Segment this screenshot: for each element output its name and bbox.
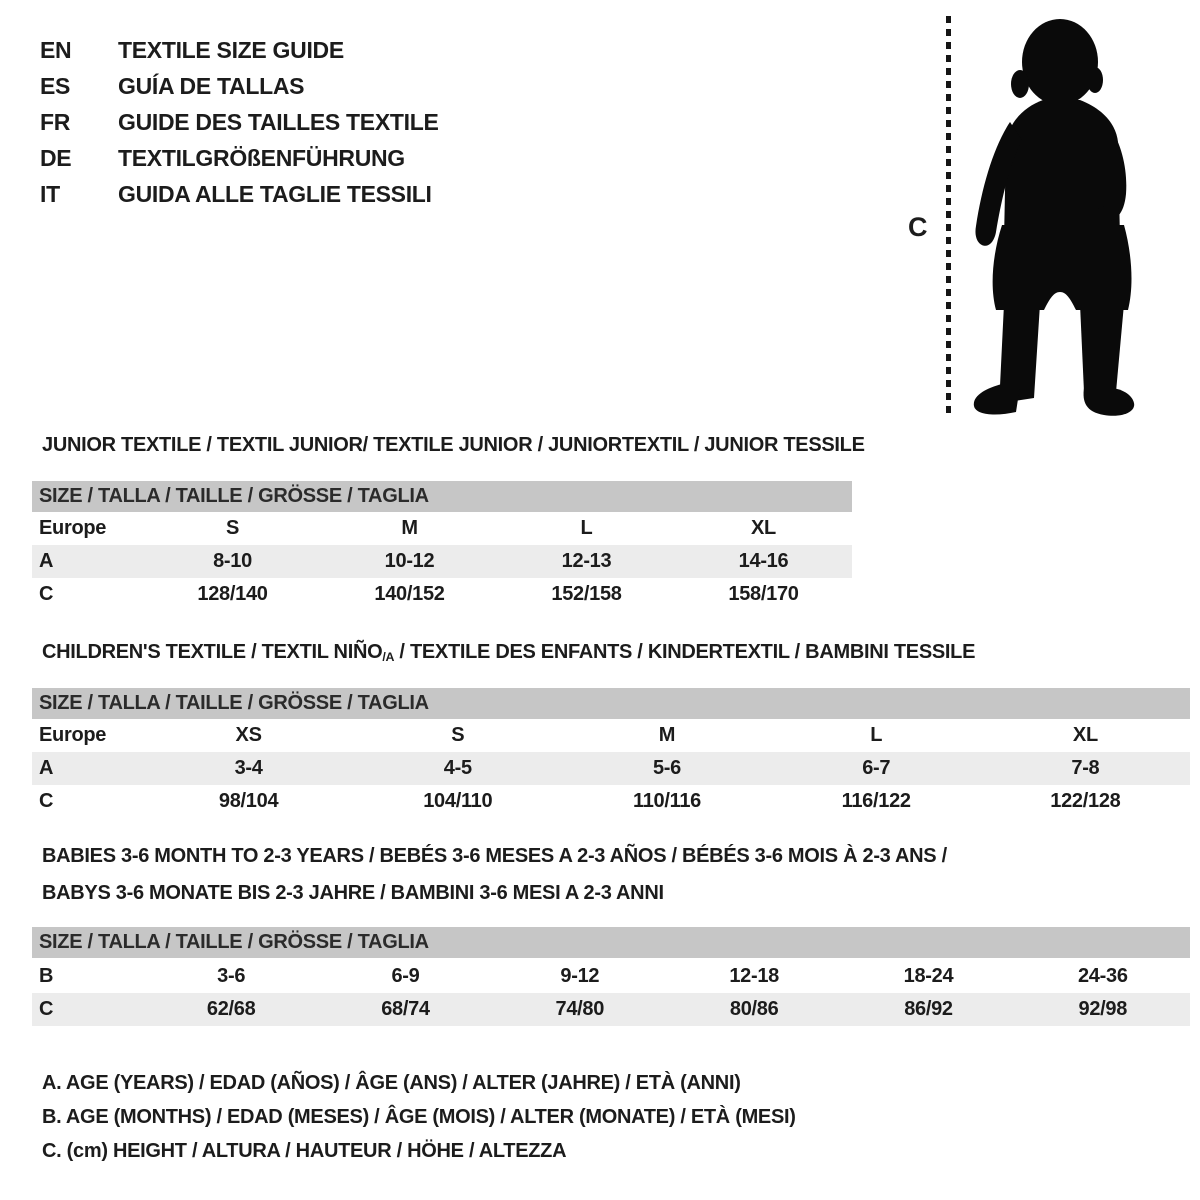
height-cell: 92/98 xyxy=(1078,998,1128,1020)
children-section-title xyxy=(42,641,975,664)
table-row-europe xyxy=(32,512,852,545)
row-label: C xyxy=(39,583,54,605)
height-cell: 128/140 xyxy=(197,583,268,605)
height-cell: 68/74 xyxy=(381,998,430,1020)
age-cell: 9-12 xyxy=(560,965,600,987)
age-cell: 6-9 xyxy=(391,965,420,987)
row-label: Europe xyxy=(39,724,107,746)
lang-code: EN xyxy=(40,36,72,63)
age-cell: 24-36 xyxy=(1077,965,1128,987)
age-cell: 10-12 xyxy=(384,550,435,572)
row-label: C xyxy=(39,998,54,1020)
lang-code: FR xyxy=(40,108,71,135)
lang-label: TEXTILE SIZE GUIDE xyxy=(118,36,344,63)
children-title-sub: /A xyxy=(382,650,395,665)
height-cell: 86/92 xyxy=(904,998,953,1020)
age-cell: 14-16 xyxy=(738,550,789,572)
junior-size-table xyxy=(32,481,852,611)
height-cell: 122/128 xyxy=(1050,790,1121,812)
height-cell: 110/116 xyxy=(632,790,701,812)
toddler-silhouette-icon xyxy=(958,16,1148,418)
lang-code: DE xyxy=(40,144,72,171)
age-cell: 7-8 xyxy=(1071,757,1100,779)
height-cell: 116/122 xyxy=(841,790,911,812)
age-cell: 18-24 xyxy=(903,965,954,987)
age-cell: 12-13 xyxy=(561,550,612,572)
height-cell: 104/110 xyxy=(423,790,493,812)
footnote-b: B. AGE (MONTHS) / EDAD (MESES) / ÂGE (MOIS) / ALTER (MONATE) / ETÀ (MESI) xyxy=(42,1106,796,1128)
row-label: C xyxy=(39,790,54,812)
lang-row-fr xyxy=(40,104,439,140)
height-measure-label: C xyxy=(908,212,928,242)
height-measure-dashed-line xyxy=(946,16,951,418)
size-cell: L xyxy=(870,724,883,746)
lang-row-de xyxy=(40,140,439,176)
age-cell: 8-10 xyxy=(213,550,252,572)
footnote-c: C. (cm) HEIGHT / ALTURA / HAUTEUR / HÖHE / ALTEZZA xyxy=(42,1140,567,1162)
size-cell: XL xyxy=(1072,724,1098,746)
size-cell: XS xyxy=(235,724,262,746)
lang-row-it xyxy=(40,176,439,212)
size-cell: S xyxy=(451,724,465,746)
height-cell: 152/158 xyxy=(551,583,622,605)
footnotes-block xyxy=(42,1066,796,1168)
children-title-prefix: CHILDREN'S TEXTILE / TEXTIL NIÑO xyxy=(42,641,383,663)
table-row-a xyxy=(32,752,1190,785)
babies-size-table xyxy=(32,927,1190,1026)
lang-code: ES xyxy=(40,72,71,99)
size-cell: M xyxy=(658,724,676,746)
size-cell: L xyxy=(580,517,593,539)
lang-code: IT xyxy=(40,180,60,207)
babies-section-title-line1: BABIES 3-6 MONTH TO 2-3 YEARS / BEBÉS 3-6 MESES A 2-3 AÑOS / BÉBÉS 3-6 MOIS À 2-3 ANS / xyxy=(42,845,947,867)
table-row-c xyxy=(32,993,1190,1026)
age-cell: 6-7 xyxy=(862,757,891,779)
age-cell: 3-4 xyxy=(234,757,263,779)
lang-label: GUIDE DES TAILLES TEXTILE xyxy=(118,108,439,135)
row-label: Europe xyxy=(39,517,107,539)
footnote-a: A. AGE (YEARS) / EDAD (AÑOS) / ÂGE (ANS) / ALTER (JAHRE) / ETÀ (ANNI) xyxy=(42,1072,741,1094)
age-cell: 3-6 xyxy=(217,965,246,987)
table-row-a xyxy=(32,545,852,578)
lang-row-es xyxy=(40,68,439,104)
table-row-b xyxy=(32,958,1190,993)
age-cell: 12-18 xyxy=(729,965,779,987)
table-row-c xyxy=(32,785,1190,818)
row-label: A xyxy=(39,757,54,779)
size-cell: S xyxy=(225,517,240,539)
age-cell: 4-5 xyxy=(443,757,472,779)
lang-row-en xyxy=(40,32,439,68)
row-label: B xyxy=(39,965,54,987)
height-cell: 158/170 xyxy=(728,583,799,605)
size-cell: XL xyxy=(751,517,776,539)
height-cell: 140/152 xyxy=(374,583,445,605)
row-label: A xyxy=(39,550,54,572)
size-header-bar: SIZE / TALLA / TAILLE / GRÖSSE / TAGLIA xyxy=(32,481,852,512)
table-row-europe xyxy=(32,719,1190,752)
junior-section-title: JUNIOR TEXTILE / TEXTIL JUNIOR/ TEXTILE JUNIOR / JUNIORTEXTIL / JUNIOR TESSILE xyxy=(42,434,865,456)
children-size-table xyxy=(32,688,1190,818)
lang-label: GUÍA DE TALLAS xyxy=(118,72,305,99)
height-cell: 62/68 xyxy=(206,998,256,1020)
height-cell: 74/80 xyxy=(555,998,605,1020)
children-title-suffix: / TEXTILE DES ENFANTS / KINDERTEXTIL / BAMBINI TESSILE xyxy=(394,641,976,663)
size-cell: M xyxy=(401,517,418,539)
babies-section-title-line2: BABYS 3-6 MONATE BIS 2-3 JAHRE / BAMBINI 3-6 MESI A 2-3 ANNI xyxy=(42,882,664,904)
language-title-block xyxy=(40,32,439,212)
height-cell: 98/104 xyxy=(218,790,279,812)
size-header-bar: SIZE / TALLA / TAILLE / GRÖSSE / TAGLIA xyxy=(32,688,1190,719)
height-cell: 80/86 xyxy=(729,998,779,1020)
table-row-c xyxy=(32,578,852,611)
age-cell: 5-6 xyxy=(652,757,681,779)
lang-label: TEXTILGRÖßENFÜHRUNG xyxy=(118,144,405,171)
size-header-bar: SIZE / TALLA / TAILLE / GRÖSSE / TAGLIA xyxy=(32,927,1190,958)
lang-label: GUIDA ALLE TAGLIE TESSILI xyxy=(118,180,432,207)
